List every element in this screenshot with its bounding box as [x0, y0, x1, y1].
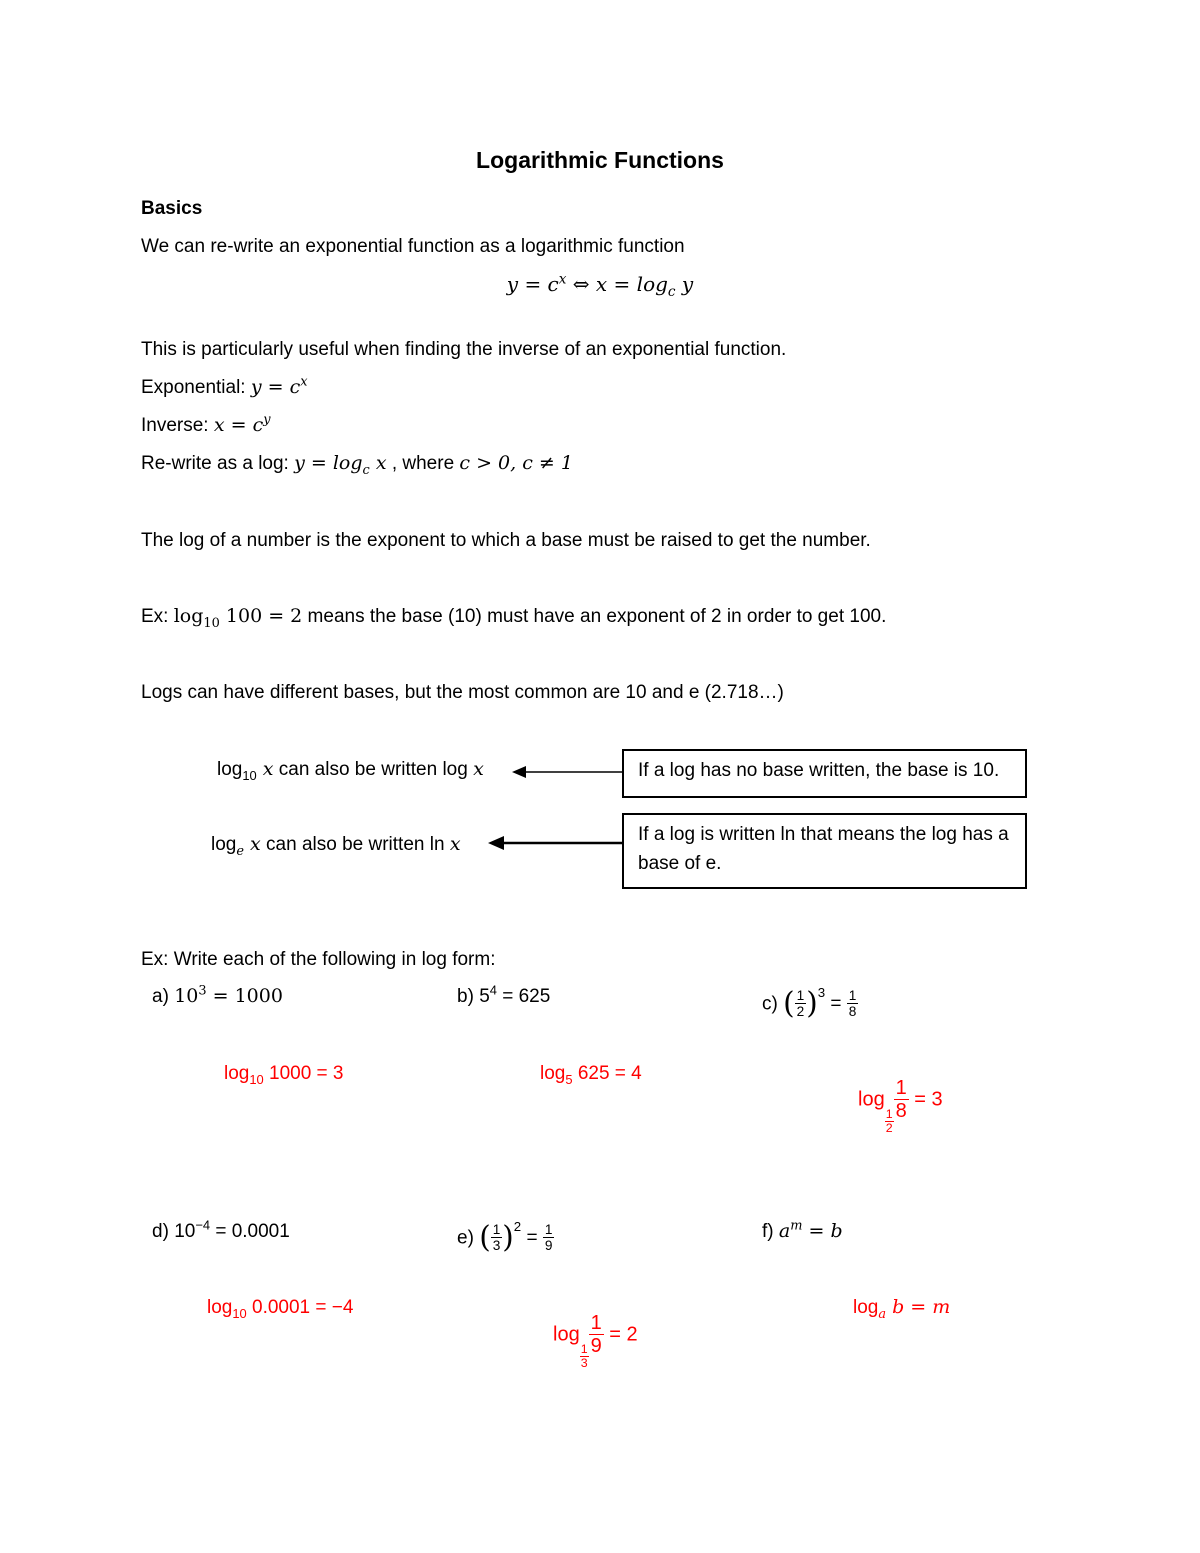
- equivalence-formula: $y = c^x$ ⇔ $x = \log_c y$: [506, 271, 694, 300]
- bases-note: Logs can have different bases, but the most common are 10 and e (2.718…): [141, 682, 784, 703]
- exercise-e: e) ( $\frac{1}{3}$ )$^2$ = $\frac{1}{9}$: [457, 1219, 553, 1255]
- answer-e: log $\frac{1}{3}$ $\frac{1}{9}$ = 2: [553, 1312, 638, 1370]
- note-loge-row: $\log_e x$ can also be written ln x: [211, 833, 461, 859]
- exercise-heading: Ex: Write each of the following in log form:: [141, 949, 496, 970]
- exponential-line: Exponential: $y = c^x$: [141, 374, 308, 398]
- exercise-d: d) $10^{-4} = 0.0001$: [152, 1217, 290, 1242]
- section-heading-basics: Basics: [141, 198, 203, 219]
- note-box-no-base: If a log has no base written, the base is 10.: [622, 749, 1027, 798]
- note-box-ln: If a log is written ln that means the log has a base of e.: [622, 813, 1027, 889]
- exercise-a: a) $10^3 = 1000$: [152, 983, 283, 1007]
- answer-d: $\log_{10} 0.0001 = -4$: [207, 1297, 354, 1321]
- answer-a: $\log_{10} 1000 = 3$: [224, 1063, 344, 1087]
- example-log100: Ex: $\log_{10} 100 = 2$ means the base (10) must have an exponent of 2 in order to get 100.: [141, 605, 887, 631]
- arrow-left-icon: [486, 831, 626, 855]
- answer-c: log $\frac{1}{2}$ $\frac{1}{8}$ = 3: [858, 1077, 943, 1135]
- answer-b: $\log_5 625 = 4$: [540, 1063, 642, 1087]
- definition-text: The log of a number is the exponent to which a base must be raised to get the number.: [141, 530, 871, 551]
- useful-text: This is particularly useful when finding the inverse of an exponential function.: [141, 339, 787, 360]
- answer-f: $\log_a b = m$: [853, 1296, 951, 1322]
- exercise-f: f) $a^m = b$: [762, 1218, 843, 1242]
- note-log10-row: $\log_{10} x$ can also be written log x: [217, 758, 484, 783]
- inverse-line: Inverse: $x = c^y$: [141, 412, 271, 436]
- rewrite-line: Re-write as a log: $y = \log_c x$ , where c > 0, c ≠ 1: [141, 452, 573, 478]
- exercise-b: b) $5^4 = 625$: [457, 982, 551, 1007]
- page-title: Logarithmic Functions: [476, 147, 724, 173]
- exercise-c: c) ( $\frac{1}{2}$ )$^3$ = $\frac{1}{8}$: [762, 985, 857, 1021]
- arrow-left-icon: [510, 760, 625, 784]
- intro-text: We can re-write an exponential function as a logarithmic function: [141, 236, 685, 257]
